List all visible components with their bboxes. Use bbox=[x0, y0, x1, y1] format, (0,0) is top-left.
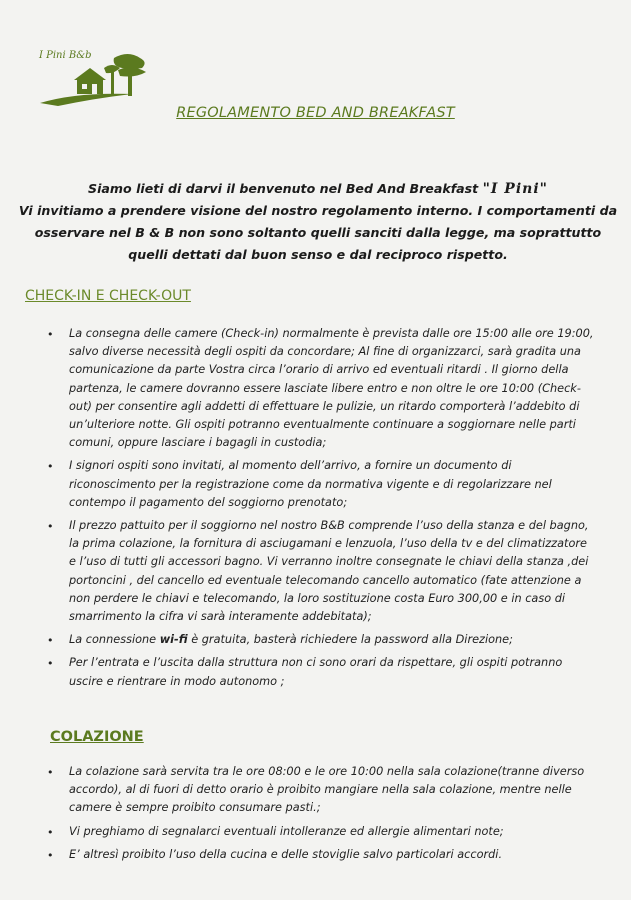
logo bbox=[36, 48, 152, 108]
logo-text: I Pini B&b bbox=[39, 50, 92, 61]
intro-rest: Vi invitiamo a prendere visione del nostro regolamento interno. I comportamenti da osservare nel B & B non sono soltanto quelli sanciti dalla legge, ma soprattutto quelli dettati dal buon senso e dal reciproco rispetto. bbox=[18, 203, 618, 262]
section-heading-checkin: CHECK-IN E CHECK-OUT bbox=[25, 288, 191, 304]
colazione-rules-list bbox=[46, 763, 596, 869]
checkin-rules-list bbox=[46, 325, 596, 696]
list-item-text: La consegna delle camere (Check-in) normalmente è prevista dalle ore 15:00 alle ore 19:00, salvo diverse necessità degli ospiti da concordare; Al fine di organizzarci, sarà gradita una comunicazione da parte Vostra circa l’orario di arrivo ed eventuali ritardi . Il giorno della partenza, le camere dovranno essere lasciate libere entro e non oltre le ore 10:00 (Check-out) per consentire agli addetti di effettuare le pulizie, un ritardo comporterà l’addebito di un’ulteriore notte. Gli ospiti potranno eventualmente continuare a soggiornare nelle parti comuni, oppure lasciare i bagagli in custodia; bbox=[69, 327, 594, 450]
bullet-icon: • bbox=[47, 825, 54, 839]
bullet-icon: • bbox=[47, 657, 54, 671]
list-item-text: Per l’entrata e l’uscita dalla struttura non ci sono orari da rispettare, gli ospiti potranno uscire e rientrare in modo autonomo ; bbox=[69, 656, 563, 688]
intro-brand-name: "I Pini" bbox=[482, 181, 548, 197]
bullet-icon: • bbox=[47, 328, 54, 341]
bullet-icon: • bbox=[47, 520, 54, 534]
wifi-suffix: è gratuita, basterà richiedere la password alla Direzione; bbox=[187, 633, 513, 647]
list-item bbox=[46, 823, 596, 841]
document-title: REGOLAMENTO BED AND BREAKFAST bbox=[176, 105, 455, 121]
wifi-label: wi-fi bbox=[159, 633, 188, 647]
bullet-icon: • bbox=[47, 460, 54, 474]
list-item bbox=[46, 763, 596, 818]
bullet-icon: • bbox=[47, 634, 54, 648]
list-item bbox=[46, 846, 596, 864]
list-item bbox=[46, 325, 596, 452]
list-item-text: I signori ospiti sono invitati, al momento dell’arrivo, a fornire un documento di riconoscimento per la registrazione come da normativa vigente e di regolarizzare nel contempo il pagamento del soggiorno prenotato; bbox=[69, 459, 552, 509]
bullet-icon: • bbox=[47, 766, 54, 779]
bullet-icon: • bbox=[47, 848, 54, 862]
list-item bbox=[46, 517, 596, 626]
wifi-prefix: La connessione bbox=[69, 633, 160, 647]
list-item-text: E’ altresì proibito l’uso della cucina e delle stoviglie salvo particolari accordi. bbox=[69, 847, 503, 861]
list-item-text: La colazione sarà servita tra le ore 08:00 e le ore 10:00 nella sala colazione(tranne diverso accordo), al di fuori di detto orario è proibito mangiare nella sala colazione, mentre nelle camere è sempre proibito consumare pasti.; bbox=[69, 765, 585, 815]
list-item-text: Il prezzo pattuito per il soggiorno nel nostro B&B comprende l’uso della stanza e del bagno, la prima colazione, la fornitura di asciugamani e lenzuola, l’uso della tv e del climatizzatore e l’uso di tutti gli accessori bagno. Vi verranno inoltre consegnate le chiavi della stanza ,dei portoncini , del cancello ed eventuale telecomando cancello automatico (fate attenzione a non perdere le chiavi e telecomando, la loro sostituzione costa Euro 300,00 e in caso di smarrimento la cifra vi sarà interamente addebitata); bbox=[69, 519, 589, 624]
intro-paragraph bbox=[18, 178, 618, 266]
list-item bbox=[46, 457, 596, 512]
section-heading-colazione: COLAZIONE bbox=[50, 729, 144, 745]
list-item-wifi bbox=[46, 631, 596, 649]
list-item-text: Vi preghiamo di segnalarci eventuali intolleranze ed allergie alimentari note; bbox=[69, 824, 504, 838]
list-item bbox=[46, 654, 596, 690]
intro-line1: Siamo lieti di darvi il benvenuto nel Bed And Breakfast bbox=[88, 181, 479, 196]
